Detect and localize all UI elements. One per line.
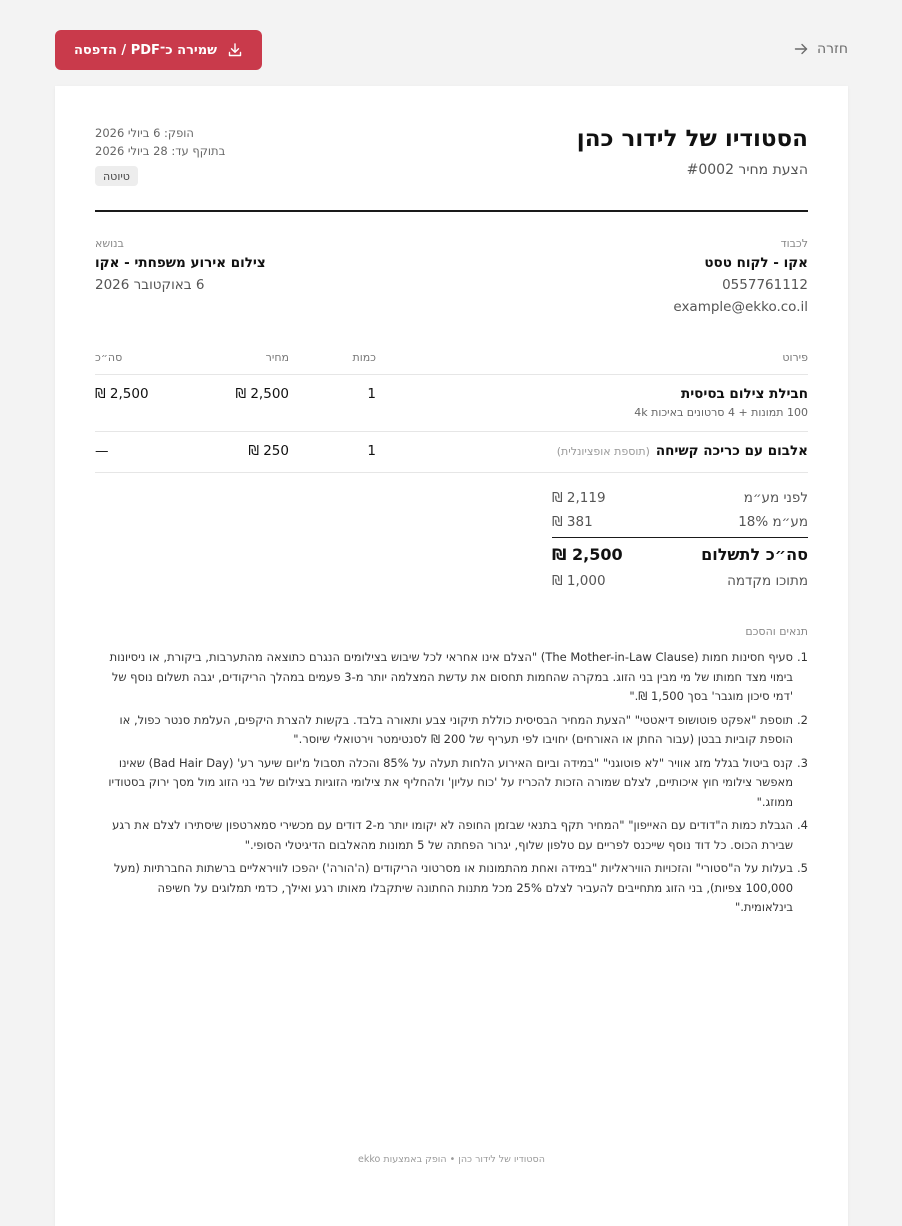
table-row-divider [95, 431, 808, 432]
table-header-divider [95, 374, 808, 375]
event-date: 6 באוקטובר 2026 [95, 277, 205, 293]
arrow-right-icon [793, 41, 809, 57]
client-label: לכבוד [780, 237, 808, 250]
terms-title: תנאים והסכם [745, 625, 808, 638]
valid-until-date: בתוקף עד: 28 ביולי 2026 [95, 144, 226, 158]
business-name: הסטודיו של לידור כהן [576, 126, 808, 152]
terms-item-number: 2. [797, 712, 808, 727]
line-item-total: 2,500 ₪ [95, 386, 149, 402]
vat-value: 381 ₪ [552, 514, 593, 530]
terms-item [95, 711, 808, 750]
save-pdf-button[interactable] [55, 30, 262, 70]
save-pdf-label: שמירה כ־PDF / הדפסה [73, 42, 218, 58]
download-icon [227, 42, 243, 58]
line-item-name-optional [557, 443, 808, 459]
terms-list [95, 648, 808, 922]
advance-label: מתוכו מקדמה [727, 573, 808, 589]
terms-item [95, 648, 808, 707]
totals-divider [552, 537, 808, 538]
optional-item-total: — [95, 443, 109, 459]
column-header-price: מחיר [265, 351, 289, 364]
terms-item-number: 3. [797, 755, 808, 770]
top-toolbar [0, 0, 902, 86]
line-item-quantity: 1 [367, 386, 376, 402]
vat-label: מע״מ 18% [738, 514, 808, 530]
quote-document [55, 86, 848, 1226]
table-bottom-divider [95, 472, 808, 473]
terms-item-text: הגבלת כמות ה"דודים עם האייפון" "המחיר תקף בתנאי שבזמן החופה לא יקומו יותר מ-2 דודים עם מכשירי סמארטפון שיסתירו לצלם את רגע שבירת הכוס. כל דוד נוסף שייכנס לפריים עם טלפון שלוף, יגרור הפחתה של 5 תמונות מהאלבום הדיגיטלי הסופי." [112, 818, 794, 852]
column-header-description: פירוט [782, 351, 808, 364]
issued-date: הופק: 6 ביולי 2026 [95, 126, 194, 140]
subject-title: צילום אירוע משפחתי - אקו [95, 255, 266, 271]
optional-tag: (תוספת אופציונלית) [556, 445, 650, 458]
subject-label: בנושא [95, 237, 124, 250]
optional-item-name: אלבום עם כריכה קשיחה [655, 443, 808, 459]
grand-total-value: 2,500 ₪ [552, 545, 623, 564]
terms-item-number: 4. [797, 818, 808, 832]
line-item-note: 100 תמונות + 4 סרטונים באיכות 4k [634, 406, 808, 419]
line-item-name: חבילת צילום בסיסית [680, 386, 808, 402]
line-item-price: 2,500 ₪ [235, 386, 289, 402]
grand-total-label: סה״כ לתשלום [701, 545, 808, 564]
optional-item-quantity: 1 [367, 443, 376, 459]
advance-value: 1,000 ₪ [552, 573, 606, 589]
vat-row [552, 514, 808, 530]
subtotal-value: 2,119 ₪ [552, 490, 606, 506]
status-badge [95, 166, 138, 186]
column-header-total: סה״כ [95, 351, 123, 364]
quote-number: הצעת מחיר #0002 [686, 162, 808, 178]
advance-row [552, 573, 808, 589]
back-link[interactable] [793, 38, 848, 60]
terms-item-number: 5. [797, 861, 808, 875]
optional-item-price: 250 ₪ [248, 443, 289, 459]
terms-item-number: 1. [797, 650, 808, 664]
grand-total-row [552, 545, 808, 564]
terms-item [95, 859, 808, 918]
terms-item-text: תוספת "אפקט פוטושופ דיאטטי" "הצעת המחיר הבסיסית כוללת תיקוני צבע ותאורה בלבד. בקשות להצרת היקפים, העלמת סנטר כפול, או הוספת קוביות בבטן (עבור החתן או האורחים) יחויבו לפי תעריף של 200 ₪ לסנטימטר וירטואלי שיוסר." [119, 712, 794, 746]
column-header-quantity: כמות [352, 351, 376, 364]
client-name: אקו - לקוח טסט [704, 255, 808, 271]
terms-item [95, 816, 808, 855]
terms-item-text: סעיף חסינות חמות (The Mother-in-Law Clause) "הצלם אינו אחראי לכל שיבוש בצילומים הנגרם כתוצאה מהתערבות, ביקורת, או ניסיונות בימוי מצד חמותו של מי מבין בני הזוג. במקרה שהחמות תחסום את עדשת המצלמה יותר מ-3 פעמים במהלך הריקודים, יגבה תשלום נוסף של 'דמי סיכון מוגבר' בסך 1,500 ₪." [109, 650, 794, 703]
terms-item-text: בעלות על ה"סטורי" והזכויות הוויראליות "במידה ואחת מהתמונות או מסרטוני הריקודים (ה'הורה') יהפכו לוויראליים ברשתות החברתיות (מעל 100,000 צפיות), בני הזוג מתחייבים להעביר לצלם 25% מכל מתנות החתונה שיתקבלו מאותו רגע ואילך, כדמי תמלוגים על חשיפה בינלאומית." [113, 861, 794, 914]
subtotal-row [552, 490, 808, 506]
subtotal-label: לפני מע״מ [743, 490, 808, 506]
terms-item-text: קנס ביטול בגלל מזג אוויר "לא פוטוגני" "במידה וביום האירוע הלחות תעלה על 85% והכלה תסבול מ'יום שיער רע' (Bad Hair Day) שאינו מאפשר צילומי חוץ איכותיים, לצלם שמורה הזכות להכריז על 'כוח עליון' ולהחליף את צילומי הזוגיות בצילום של בני הזוג מול מסך ירוק בסטודיו ממוזג." [108, 755, 794, 809]
header-divider [95, 210, 808, 212]
terms-item [95, 754, 808, 813]
back-label: חזרה [816, 41, 848, 57]
status-badge-label: טיוטה [103, 169, 130, 183]
client-email: example@ekko.co.il [673, 299, 808, 315]
client-phone: 0557761112 [722, 277, 808, 293]
footer-note: הסטודיו של לידור כהן • הופק באמצעות ekko [358, 1154, 545, 1165]
